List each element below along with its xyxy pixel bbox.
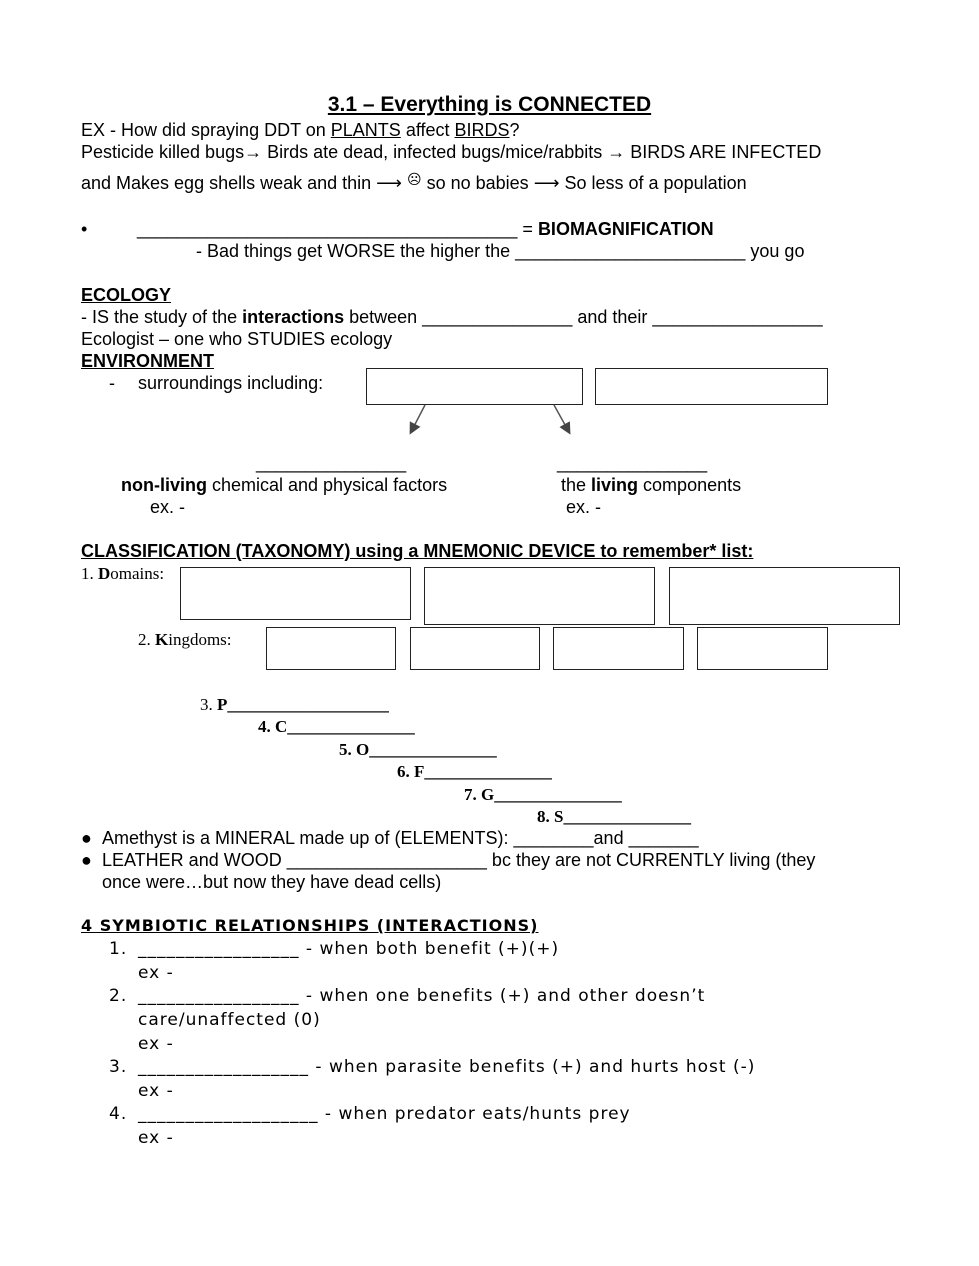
intro-birds: BIRDS xyxy=(454,120,510,140)
taxon-level-genus: 7. G_______________ xyxy=(464,785,622,804)
symbiotic-ex-1: ex - xyxy=(138,963,174,983)
kingdoms-rest: ingdoms: xyxy=(168,630,232,649)
taxon-level-class: 4. C_______________ xyxy=(258,717,415,736)
intro-line-3a: and Makes egg shells weak and thin ⟶ xyxy=(81,173,407,193)
nonliving-label xyxy=(121,474,447,496)
symbiotic-line-3: __________________ - when parasite benefits (+) and hurts host (-) xyxy=(138,1057,756,1077)
kingdom-box-2[interactable] xyxy=(410,627,540,670)
living-ex: ex. - xyxy=(566,497,602,517)
living-label xyxy=(561,474,741,496)
taxon-level-phylum-num: 3. xyxy=(200,695,217,714)
intro-ex-prefix: EX - How did spraying DDT on xyxy=(81,120,331,140)
page-title: 3.1 – Everything is CONNECTED xyxy=(327,93,652,116)
biomag-equals: = xyxy=(517,219,538,239)
amethyst-line: Amethyst is a MINERAL made up of (ELEMENTS): ________and _______ xyxy=(102,828,699,848)
symbiotic-line-2: _________________ - when one benefits (+) and other doesn’t xyxy=(138,986,706,1006)
taxon-level-species: 8. S_______________ xyxy=(537,807,691,826)
ecologist-line: Ecologist – one who STUDIES ecology xyxy=(81,329,393,349)
intro-mid: affect xyxy=(400,120,455,140)
symbiotic-heading: 4 SYMBIOTIC RELATIONSHIPS (INTERACTIONS) xyxy=(81,916,539,935)
symbiotic-num-3: 3. xyxy=(109,1057,128,1077)
domains-letter: D xyxy=(98,564,111,583)
ecology-def-bold: interactions xyxy=(242,307,345,327)
bullet-dot-2: ● xyxy=(81,850,92,870)
nonliving-blank: _______________ xyxy=(256,453,407,473)
kingdoms-letter: K xyxy=(155,630,169,649)
kingdom-box-4[interactable] xyxy=(697,627,828,670)
intro-line-2: Pesticide killed bugs→ Birds ate dead, infected bugs/mice/rabbits → BIRDS ARE INFECTED xyxy=(81,142,822,162)
biomag-blank: ______________________________________ xyxy=(137,219,518,239)
domains-rest: omains: xyxy=(110,564,165,583)
classification-heading: CLASSIFICATION (TAXONOMY) using a MNEMONIC DEVICE to remember* list: xyxy=(81,541,754,561)
ecology-def-a: - IS the study of the xyxy=(81,307,243,327)
environment-heading: ENVIRONMENT xyxy=(81,351,215,371)
symbiotic-ex-2: ex - xyxy=(138,1034,174,1054)
sad-face-icon: ☹ xyxy=(407,171,422,187)
nonliving-bold: non-living xyxy=(121,475,207,495)
symbiotic-line-1: _________________ - when both benefit (+)(+) xyxy=(138,939,560,959)
symbiotic-line-4: ___________________ - when predator eats/hunts prey xyxy=(138,1104,631,1124)
nonliving-rest: chemical and physical factors xyxy=(206,475,448,495)
taxon-level-phylum xyxy=(200,694,389,716)
intro-plants: PLANTS xyxy=(330,120,401,140)
environment-dash: - xyxy=(109,373,115,393)
bullet-dot-1: ● xyxy=(81,828,92,848)
taxon-level-family: 6. F_______________ xyxy=(397,762,552,781)
biomag-term: BIOMAGNIFICATION xyxy=(537,219,714,239)
kingdom-box-3[interactable] xyxy=(553,627,684,670)
kingdom-box-1[interactable] xyxy=(266,627,396,670)
domain-box-1[interactable] xyxy=(180,567,411,620)
taxon-level-phylum-text: P___________________ xyxy=(217,695,389,714)
living-pre: the xyxy=(561,475,592,495)
domains-num: 1. xyxy=(81,564,98,583)
leather-line-1: LEATHER and WOOD ____________________ bc they are not CURRENTLY living (they xyxy=(102,850,816,870)
arrow-left-icon xyxy=(411,405,425,432)
symbiotic-ex-3: ex - xyxy=(138,1081,174,1101)
kingdoms-label xyxy=(138,629,232,651)
ecology-def-b: between _______________ and their _________________ xyxy=(344,307,823,327)
living-bold: living xyxy=(591,475,639,495)
living-rest: components xyxy=(638,475,742,495)
taxon-level-order: 5. O_______________ xyxy=(339,740,497,759)
symbiotic-num-1: 1. xyxy=(109,939,128,959)
symbiotic-num-2: 2. xyxy=(109,986,128,1006)
biomag-sub: - Bad things get WORSE the higher the _______________________ you go xyxy=(196,241,805,261)
arrow-right-icon xyxy=(554,405,569,432)
domain-box-2[interactable] xyxy=(424,567,655,625)
nonliving-ex: ex. - xyxy=(150,497,186,517)
leather-line-2: once were…but now they have dead cells) xyxy=(102,872,442,892)
symbiotic-line-2b: care/unaffected (0) xyxy=(138,1010,321,1030)
symbiotic-num-4: 4. xyxy=(109,1104,128,1124)
surroundings-label: surroundings including: xyxy=(138,373,324,393)
biomag-bullet: • xyxy=(81,219,88,239)
domain-box-3[interactable] xyxy=(669,567,900,625)
kingdoms-num: 2. xyxy=(138,630,155,649)
domains-label xyxy=(81,563,164,585)
intro-line-3b: so no babies ⟶ So less of a population xyxy=(421,173,747,193)
ecology-heading: ECOLOGY xyxy=(81,285,172,305)
living-blank: _______________ xyxy=(557,453,708,473)
intro-end: ? xyxy=(509,120,520,140)
symbiotic-ex-4: ex - xyxy=(138,1128,174,1148)
